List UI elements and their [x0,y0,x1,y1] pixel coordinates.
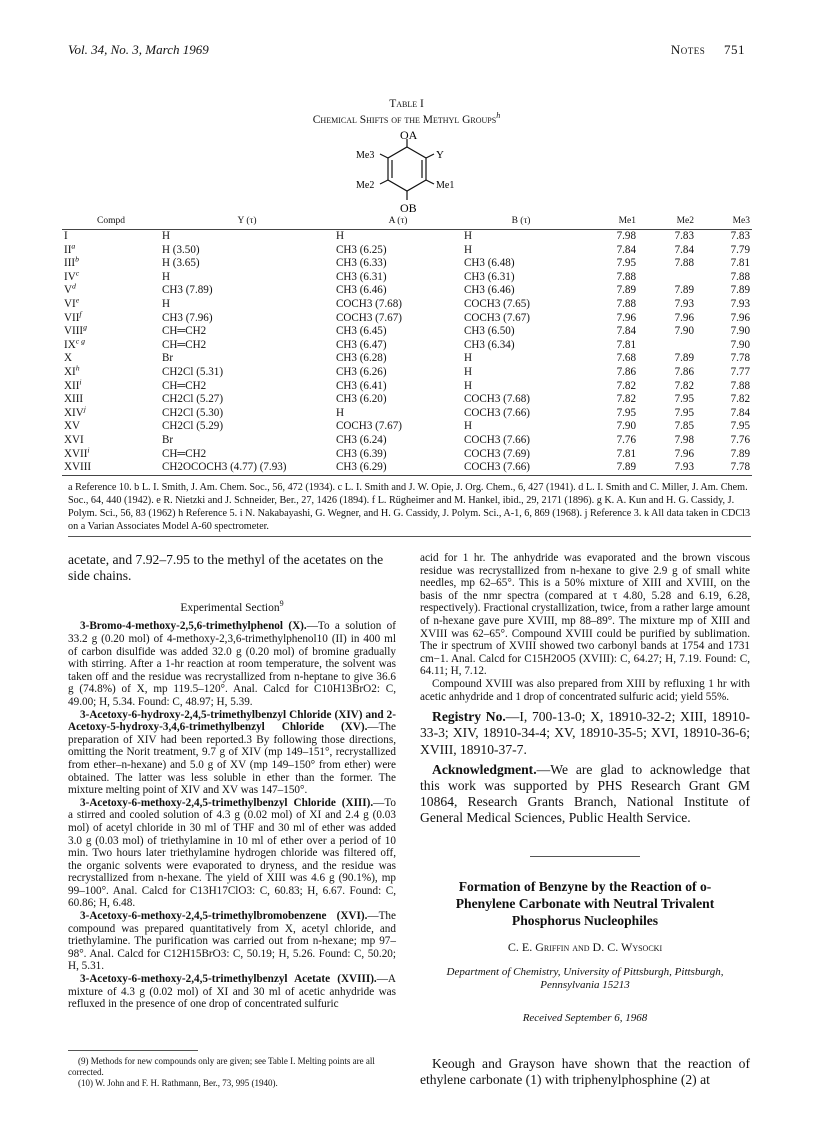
cell-me1: 7.95 [616,257,636,270]
row-footnote-marker: h [75,363,80,373]
cell-y: CH═CH2 [162,325,207,338]
row-footnote-marker: a [71,240,76,250]
footnote-rule [68,1050,198,1051]
col-b: B (τ) [462,214,580,230]
article-title: Formation of Benzyne by the Reaction of o-Phenylene Carbonate with Neutral Trivalent Phosphorus Nucleophiles [455,879,715,928]
row-footnote-marker: b [75,254,79,264]
cell-me3: 7.90 [730,325,750,338]
page-number: 751 [724,42,745,57]
page-footnotes [68,1056,396,1089]
row-footnote-marker: i [87,444,90,454]
cell-me1: 7.84 [616,243,636,256]
cell-y: CH2Cl (5.31) [162,365,224,378]
cell-me2: 7.85 [674,420,694,433]
cell-compd: VIII$^g$ [64,322,87,338]
cell-a: CH3 (6.24) [336,433,387,446]
row-footnote-marker: c [75,268,80,278]
table-row [62,448,752,462]
acknowledgment: Acknowledgment.—We are glad to acknowledge that this work was supported by PHS Research Grant GM 10864, Research Grants Branch, National Institute of General Medical Sciences, Public Health Service. [420,761,750,826]
cell-me1: 7.88 [616,270,636,283]
table-row [62,257,752,271]
cell-b: H [464,379,473,392]
cell-a: CH3 (6.20) [336,393,387,406]
table-row [62,230,752,244]
cell-compd: XIII [64,393,84,406]
row-footnote-marker: i [79,376,82,386]
article-body-start: Keough and Grayson have shown that the reaction of ethylene carbonate (1) with triphenylphosphine (2) at [420,1056,750,1088]
cell-me3: 7.93 [730,297,750,310]
chemical-shift-table [62,214,752,476]
cell-a: H [336,406,345,419]
cell-a: CH3 (6.29) [334,461,462,475]
cell-me2: 7.86 [674,365,694,378]
cell-me3: 7.79 [730,243,750,256]
row-footnote-marker: g [83,322,87,332]
cell-b: CH3 (6.31) [464,270,515,283]
cell-me3: 7.89 [730,284,750,297]
table-header-row [62,214,752,230]
cell-me3: 7.83 [730,230,750,242]
cell-b: COCH3 (7.67) [464,311,530,324]
cell-a: CH3 (6.47) [336,338,387,351]
cell-me3: 7.77 [730,365,750,378]
cell-compd: XV [64,420,81,433]
cell-me3: 7.82 [730,393,750,406]
row-footnote-marker: d [72,281,76,291]
cell-compd: $II^a$ [64,240,76,256]
table-row [62,366,752,380]
footnote-10: (10) W. John and F. H. Rathmann, Ber., 73, 995 (1940). [78,1078,278,1088]
table-title: Table I [389,98,424,110]
cell-b: H [464,420,473,433]
cell-y: Br [162,433,174,446]
table-row [62,407,752,421]
substituent-me3: Me3 [356,150,375,161]
cell-me2: 7.83 [674,230,694,242]
substituent-oa: OA [400,130,418,142]
cell-y: Br [162,352,174,365]
table-row [62,325,752,339]
cell-a: CH3 (6.31) [336,270,387,283]
cell-me3: 7.95 [730,420,750,433]
cell-y: CH2Cl (5.27) [162,393,224,406]
cell-me2 [638,271,696,285]
running-header [671,42,745,58]
left-column [68,552,396,1011]
cell-me3: 7.90 [730,338,750,351]
table-row [62,420,752,434]
registry-numbers: Registry No.—I, 700-13-0; X, 18910-32-2; XIII, 18910-33-3; XIV, 18910-34-4; XV, 18910-35-5; XVI, 18910-36-6; XVIII, 18910-37-7. [420,709,750,757]
cell-y: CH3 (7.89) [162,284,213,297]
cell-b: H [464,243,473,256]
col-me1: Me1 [580,214,638,230]
cell-a: H [336,230,345,242]
cell-a: CH3 (6.41) [336,379,387,392]
col-a: A (τ) [334,214,462,230]
table-divider [68,536,751,537]
cell-y: H (3.50) [162,243,200,256]
cell-me3: 7.78 [696,461,752,475]
section-heading: Experimental Section$^9$ [180,599,284,615]
journal-issue: Vol. 34, No. 3, March 1969 [68,42,209,57]
cell-b: CH3 (6.46) [464,284,515,297]
cell-b: COCH3 (7.68) [464,393,530,406]
article-authors: C. E. Griffin and D. C. Wysocki [507,940,663,954]
cell-me3: 7.78 [730,352,750,365]
cell-b: COCH3 (7.66) [464,433,530,446]
table-row [62,271,752,285]
section-name: Notes [670,42,706,57]
cell-me3: 7.84 [730,406,750,419]
cell-b: COCH3 (7.69) [464,447,530,460]
cell-b: H [464,365,473,378]
cell-me1: 7.81 [616,447,636,460]
cell-me3: 7.88 [730,379,750,392]
cell-me1: 7.68 [616,352,636,365]
cell-compd: III$^b$ [64,254,79,270]
table-footnotes: a Reference 10. b L. I. Smith, J. Am. Chem. Soc., 56, 472 (1934). c L. I. Smith and J. W. Opie, J. Org. Chem., 6, 427 (1941). d L. I. Smith and C. Miller, J. Am. Chem. Soc., 64, 440 (1942). e R. Nietzki and J. Schneider, Ber., 27, 1426 (1894). f L. Rügheimer and M. Hankel, ibid., 29, 2171 (1896). g K. A. Kun and H. G. Cassidy, J. Polym. Sci., 56, 83 (1962) h Reference 5. i N. Nakabayashi, G. Wegner, and H. G. Cassidy, J. Polym. Sci., A-1, 6, 869 (1968). j Reference 3. k All data taken in CDCl3 on a Varian Associates Model A-60 spectrometer. [68,482,751,532]
structure-diagram [330,130,480,214]
cell-a: CH3 (6.45) [336,325,387,338]
cell-a: CH3 (6.28) [336,352,387,365]
paragraph-xvi: 3-Acetoxy-6-methoxy-2,4,5-trimethylbromobenzene (XVI).—The compound was prepared quantitatively from X, acetyl chloride, and triethylamine. The purification was carried out from n-hexane; mp 97–98°. Anal. Calcd for C12H15BrO3: C, 50.19; H, 5.26. Found: C, 50.20; H, 5.31. [68,910,396,973]
cell-me2: 7.95 [674,406,694,419]
cell-me1: 7.96 [616,311,636,324]
paragraph-xviii-alt: Compound XVIII was also prepared from XIII by refluxing 1 hr with acetic anhydride and 1 drop of concentrated sulfuric acid; yield 55%. [420,677,750,703]
cell-me1: 7.82 [616,379,636,392]
row-footnote-marker: c g [75,336,85,346]
cell-me3: 7.89 [730,447,750,460]
cell-a: CH3 (6.25) [336,243,387,256]
cell-compd: XIV$^j$ [64,404,86,419]
table-row [62,393,752,407]
table-row [62,380,752,394]
cell-b: COCH3 (7.66) [462,461,580,475]
cell-compd: VII$^f$ [64,308,82,324]
cell-me2: 7.84 [674,243,694,256]
cell-y: CH2OCOCH3 (4.77) (7.93) [160,461,334,475]
paragraph-continued: acid for 1 hr. The anhydride was evaporated and the brown viscous residue was recrystallized from n-hexane to give 2.9 g of small white needles, mp 62–65°. This is a 50% mixture of XIII and XVIII, on the basis of the nmr spectra (compared at τ 4.80, 5.28 and 6.19, 6.28, respectively). Fractional crystallization, twice, from a rather large amount of n-hexane gave pure XVIII, mp 88–89°. The mixture mp of XIII and XVIII was 62–65°. Compound XVIII could be purified by sublimation. The ir spectrum of XVIII showed two carbonyl bands at 1754 and 1731 cm−1. Anal. Calcd for C15H20O5 (XVIII): C, 64.27; H, 7.19. Found: C, 64.11; H, 7.12. [420,552,751,678]
cell-y: CH3 (7.96) [162,311,213,324]
cell-y: H [162,297,171,310]
cell-me1: 7.88 [616,297,636,310]
cell-me2: 7.93 [638,461,696,475]
paragraph-xviii: 3-Acetoxy-6-methoxy-2,4,5-trimethylbenzyl Acetate (XVIII).—A mixture of 4.3 g (0.02 mol) of XI and 30 ml of acetic anhydride was refluxed in the presence of one drop of concentrated sulfuric [68,973,396,1011]
cell-y: H [162,270,171,283]
cell-compd: $XI^h$ [64,363,80,378]
substituent-me2: Me2 [356,180,375,191]
cell-me3: 7.76 [730,433,750,446]
paragraph-xiv-xv: 3-Acetoxy-6-hydroxy-2,4,5-trimethylbenzyl Chloride (XIV) and 2-Acetoxy-5-hydroxy-3,4,6-trimethylbenzyl Chloride (XV).—The preparation of XIV had been reported.3 By following those directions, omitting the Norit treatment, 9.7 g of XIV (mp 149–151°, recrystallized from ether–n-hexane) and 5.0 g of XV (mp 149–150° from ether) were obtained. The latter was less soluble in ether than the former. The mixture melting point of XIV and XV was 147–150°. [68,708,396,797]
cell-compd: I [64,230,68,242]
cell-me2: 7.93 [674,297,694,310]
cell-compd: XII$^i$ [64,376,82,392]
cell-compd: X [64,352,73,365]
cell-me1: 7.95 [616,406,636,419]
table-row [62,434,752,448]
cell-me2: 7.96 [674,311,694,324]
table-row [62,339,752,353]
cell-a: CH3 (6.46) [336,284,387,297]
cell-y: H [162,230,171,242]
cell-me2: 7.88 [674,257,694,270]
cell-a: CH3 (6.33) [336,257,387,270]
cell-a: CH3 (6.26) [336,365,387,378]
cell-compd: XVI [64,433,84,446]
cell-a: COCH3 (7.67) [336,420,402,433]
substituent-y: Y [436,149,444,161]
cell-compd: $V^d$ [64,281,76,297]
row-footnote-marker: j [83,404,86,414]
substituent-me1: Me1 [436,180,455,191]
row-footnote-marker: e [75,295,80,305]
paragraph-xiii: 3-Acetoxy-6-methoxy-2,4,5-trimethylbenzyl Chloride (XIII).—To a stirred and cooled solution of 4.3 g (0.02 mol) of XI and 2.4 g (0.03 mol) of acetyl chloride in 30 ml of THF and 30 ml of ether was added 3.0 g (0.03 mol) of triethylamine in 10 ml of ether over a period of 10 min. Two hours later triethylamine hydrogen chloride was filtered off, the organic solvents were evaporated to dryness, and the residue was recrystallized from n-hexane. The yield of XIII was 4.6 g (90.1%), mp 99–100°. Anal. Calcd for C13H17ClO3: C, 60.83; H, 6.67. Found: C, 60.86; H, 6.48. [68,796,396,910]
cell-y: CH2Cl (5.29) [162,420,224,433]
cell-me2: 7.89 [674,352,694,365]
cell-y: H (3.65) [162,257,200,270]
cell-compd: $IX^{c g}$ [64,336,85,351]
cell-compd: XVII$^i$ [64,444,90,460]
cell-b: H [464,230,473,242]
cell-me1: 7.98 [616,230,636,242]
cell-me1: 7.76 [616,433,636,446]
cell-b: CH3 (6.34) [464,338,515,351]
cell-me1: 7.86 [616,365,636,378]
table-caption: Chemical Shifts of the Methyl Groups$^h$ [312,111,501,126]
cell-y: CH═CH2 [162,379,207,392]
cell-b: CH3 (6.50) [464,325,515,338]
paragraph-x: 3-Bromo-4-methoxy-2,5,6-trimethylphenol (X).—To a solution of 33.2 g (0.20 mol) of 4-methoxy-2,3,6-trimethylphenol10 (II) in 400 ml of carbon disulfide was added 32.0 g (0.20 mol) of bromine gradually with stirring. After a 1-hr reaction at room temperature, the solvent was taken off and the residue was recrystallized from n-heptane to give 36.6 g (74.8%) of X, mp 119.5–120°. Anal. Calcd for C10H13BrO2: C, 49.00; H, 5.34. Found: C, 48.97; H, 5.39. [68,620,396,708]
cell-me2: 7.90 [674,325,694,338]
cell-me2: 7.96 [674,447,694,460]
cell-b: H [464,352,473,365]
col-y: Y (τ) [160,214,334,230]
cell-me2: 7.82 [674,379,694,392]
col-me2: Me2 [638,214,696,230]
cell-compd: XVIII [62,461,160,475]
cell-me1: 7.90 [616,420,636,433]
cell-me2: 7.95 [674,393,694,406]
cell-b: COCH3 (7.65) [464,297,530,310]
cell-compd: VIe [64,295,80,310]
col-compd: Compd [62,214,160,230]
cell-me1: 7.82 [616,393,636,406]
cell-y: CH═CH2 [162,338,207,351]
cell-me1: 7.89 [580,461,638,475]
table-row [62,352,752,366]
cell-a: COCH3 (7.68) [336,297,402,310]
right-column [420,552,750,827]
received-date: Received September 6, 1968 [522,1012,648,1024]
cell-b: CH3 (6.48) [464,257,515,270]
table-row [62,312,752,326]
table-row [62,298,752,312]
table-row [62,284,752,298]
cell-b: COCH3 (7.66) [464,406,530,419]
cell-me1: 7.81 [616,338,636,351]
cell-me1: 7.89 [616,284,636,297]
footnote-9: (9) Methods for new compounds only are given; see Table I. Melting points are all corrected. [68,1056,375,1077]
cell-y: CH═CH2 [162,447,207,460]
row-footnote-marker: f [79,308,82,318]
cell-me2: 7.98 [674,433,694,446]
cell-compd: $IV^c$ [64,268,80,283]
affiliation: Department of Chemistry, University of Pittsburgh, Pittsburgh, Pennsylvania 15213 [446,966,724,991]
table-row [62,461,752,475]
cell-me2: 7.89 [674,284,694,297]
cell-me1: 7.84 [616,325,636,338]
cell-me2 [638,339,696,353]
cell-a: CH3 (6.39) [336,447,387,460]
col-me3: Me3 [696,214,752,230]
cell-me3: 7.96 [730,311,750,324]
intro-paragraph: acetate, and 7.92–7.95 to the methyl of the acetates on the side chains. [68,552,384,584]
cell-a: COCH3 (7.67) [336,311,402,324]
table-row [62,244,752,258]
cell-me3: 7.88 [730,270,750,283]
article-divider [530,856,640,857]
substituent-ob: OB [400,201,417,214]
cell-me3: 7.81 [730,257,750,270]
cell-y: CH2Cl (5.30) [162,406,224,419]
